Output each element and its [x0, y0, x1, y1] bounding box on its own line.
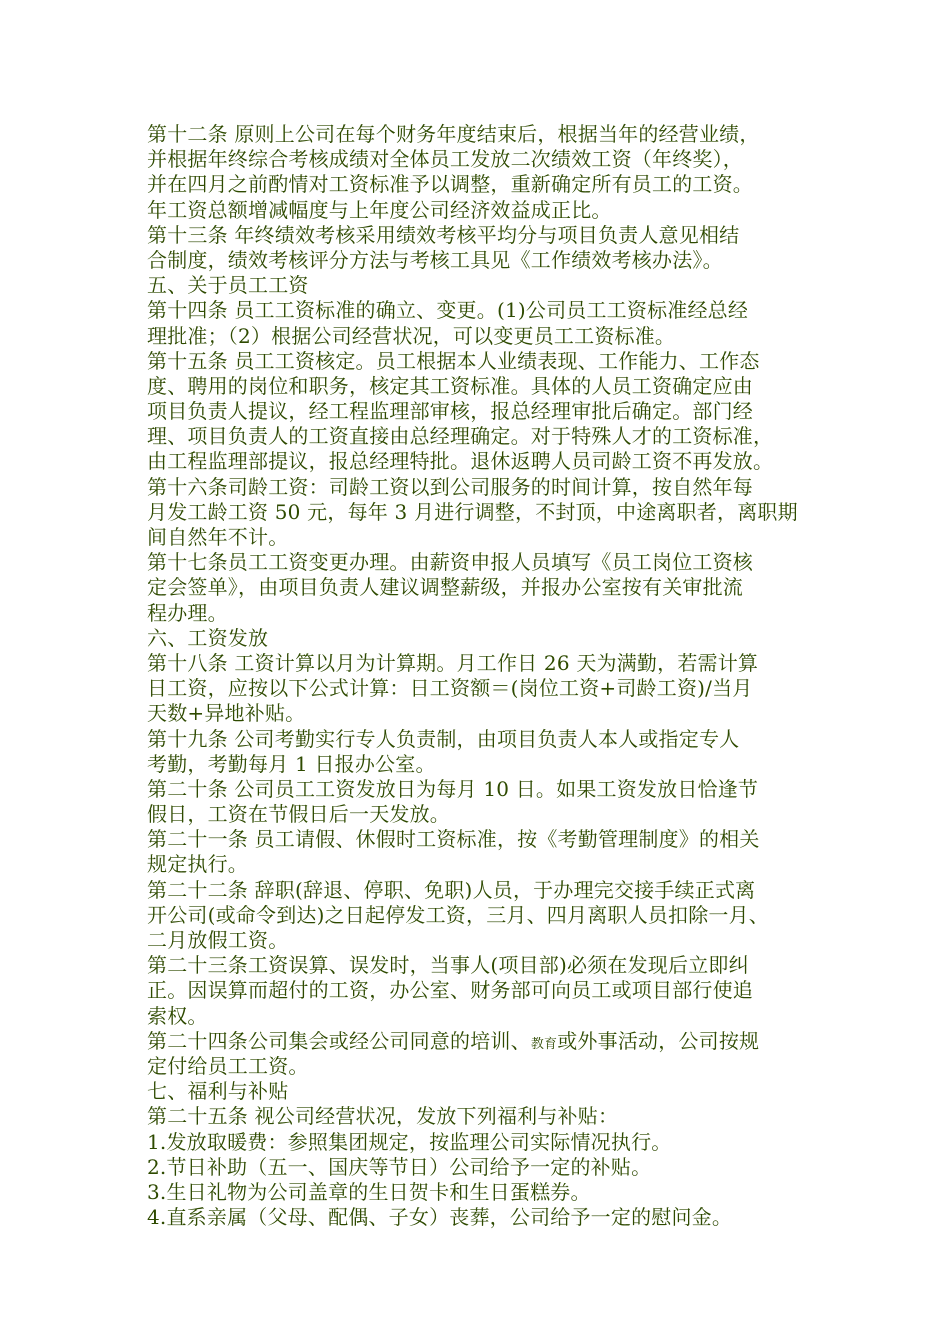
text-line: 间自然年不计。	[147, 525, 289, 549]
text-line: 第十二条 原则上公司在每个财务年度结束后，根据当年的经营业绩，	[147, 122, 760, 146]
text-line: 第十四条 员工工资标准的确立、变更。(1)公司员工工资标准经总经	[147, 298, 749, 323]
list-item: 3.生日礼物为公司盖章的生日贺卡和生日蛋糕券。	[147, 1179, 591, 1204]
text-line: 第十九条 公司考勤实行专人负责制，由项目负责人本人或指定专人	[147, 726, 740, 751]
text-line: 项目负责人提议，经工程监理部审核，报总经理审批后确定。部门经	[147, 399, 753, 424]
document-body	[147, 122, 837, 1230]
text-line: 假日，工资在节假日后一天发放。	[147, 802, 450, 827]
text-line: 月发工龄工资 50 元，每年 3 月进行调整，不封顶，中途离职者，离职期	[147, 499, 798, 524]
text-line: 二月放假工资。	[147, 928, 289, 952]
text-line: 第二十条 公司员工工资发放日为每月 10 日。如果工资发放日恰逢节	[147, 776, 759, 801]
small-text-fragment: 教育	[530, 1036, 558, 1052]
text-line: 年工资总额增减幅度与上年度公司经济效益成正比。	[147, 197, 612, 222]
text-line: 日工资，应按以下公式计算：日工资额＝(岗位工资+司龄工资)/当月	[147, 676, 753, 701]
list-item: 1.发放取暖费：参照集团规定，按监理公司实际情况执行。	[147, 1129, 672, 1154]
text-fragment: 或外事活动，公司按规	[557, 1028, 760, 1053]
text-fragment: 第二十四条公司集会或经公司同意的培训、	[147, 1028, 531, 1053]
list-item: 2.节日补助（五一、国庆等节日）公司给予一定的补贴。	[147, 1154, 652, 1179]
text-line-mixed	[147, 1029, 837, 1054]
text-line: 第二十一条 员工请假、休假时工资标准，按《考勤管理制度》的相关	[147, 827, 760, 852]
text-line: 开公司(或命令到达)之日起停发工资，三月、四月离职人员扣除一月、	[147, 902, 770, 927]
text-line: 正。因误算而超付的工资，办公室、财务部可向员工或项目部行使追	[147, 978, 753, 1003]
section-heading: 六、工资发放	[147, 625, 269, 650]
text-line: 第十七条员工工资变更办理。由薪资申报人员填写《员工岗位工资核	[147, 550, 753, 575]
list-item: 4.直系亲属（父母、配偶、子女）丧葬，公司给予一定的慰问金。	[147, 1205, 733, 1230]
text-line: 程办理。	[147, 600, 228, 625]
text-line: 考勤，考勤每月 1 日报办公室。	[147, 751, 436, 776]
text-line: 由工程监理部提议，报总经理特批。退休返聘人员司龄工资不再发放。	[147, 449, 774, 474]
text-line: 第十五条 员工工资核定。员工根据本人业绩表现、工作能力、工作态	[147, 348, 760, 373]
text-line: 第二十三条工资误算、误发时，当事人(项目部)必须在发现后立即纠	[147, 953, 749, 978]
text-line: 第十八条 工资计算以月为计算期。月工作日 26 天为满勤，若需计算	[147, 650, 759, 675]
text-line: 规定执行。	[147, 852, 248, 877]
text-line: 度、聘用的岗位和职务，核定其工资标准。具体的人员工资确定应由	[147, 373, 753, 398]
text-line: 理批准；（2）根据公司经营状况，可以变更员工工资标准。	[147, 323, 676, 348]
text-line: 索权。	[147, 1003, 208, 1028]
text-line: 定付给员工工资。	[147, 1053, 309, 1078]
text-line: 第十六条司龄工资：司龄工资以到公司服务的时间计算，按自然年每	[147, 474, 753, 499]
text-line: 并在四月之前酌情对工资标准予以调整，重新确定所有员工的工资。	[147, 172, 753, 197]
text-line: 第二十二条 辞职(辞退、停职、免职)人员，于办理完交接手续正式离	[147, 877, 756, 902]
text-line: 合制度，绩效考核评分方法与考核工具见《工作绩效考核办法》。	[147, 247, 723, 272]
text-line: 第二十五条 视公司经营状况，发放下列福利与补贴：	[147, 1104, 619, 1129]
text-line: 第十三条 年终绩效考核采用绩效考核平均分与项目负责人意见相结	[147, 222, 740, 247]
text-line: 并根据年终综合考核成绩对全体员工发放二次绩效工资（年终奖），	[147, 147, 743, 172]
section-heading: 五、关于员工工资	[147, 273, 309, 298]
text-line: 天数+异地补贴。	[147, 701, 306, 726]
text-line: 定会签单》，由项目负责人建议调整薪级，并报办公室按有关审批流	[147, 575, 743, 600]
section-heading: 七、福利与补贴	[147, 1079, 289, 1104]
text-line: 理、项目负责人的工资直接由总经理确定。对于特殊人才的工资标准，	[147, 424, 774, 449]
